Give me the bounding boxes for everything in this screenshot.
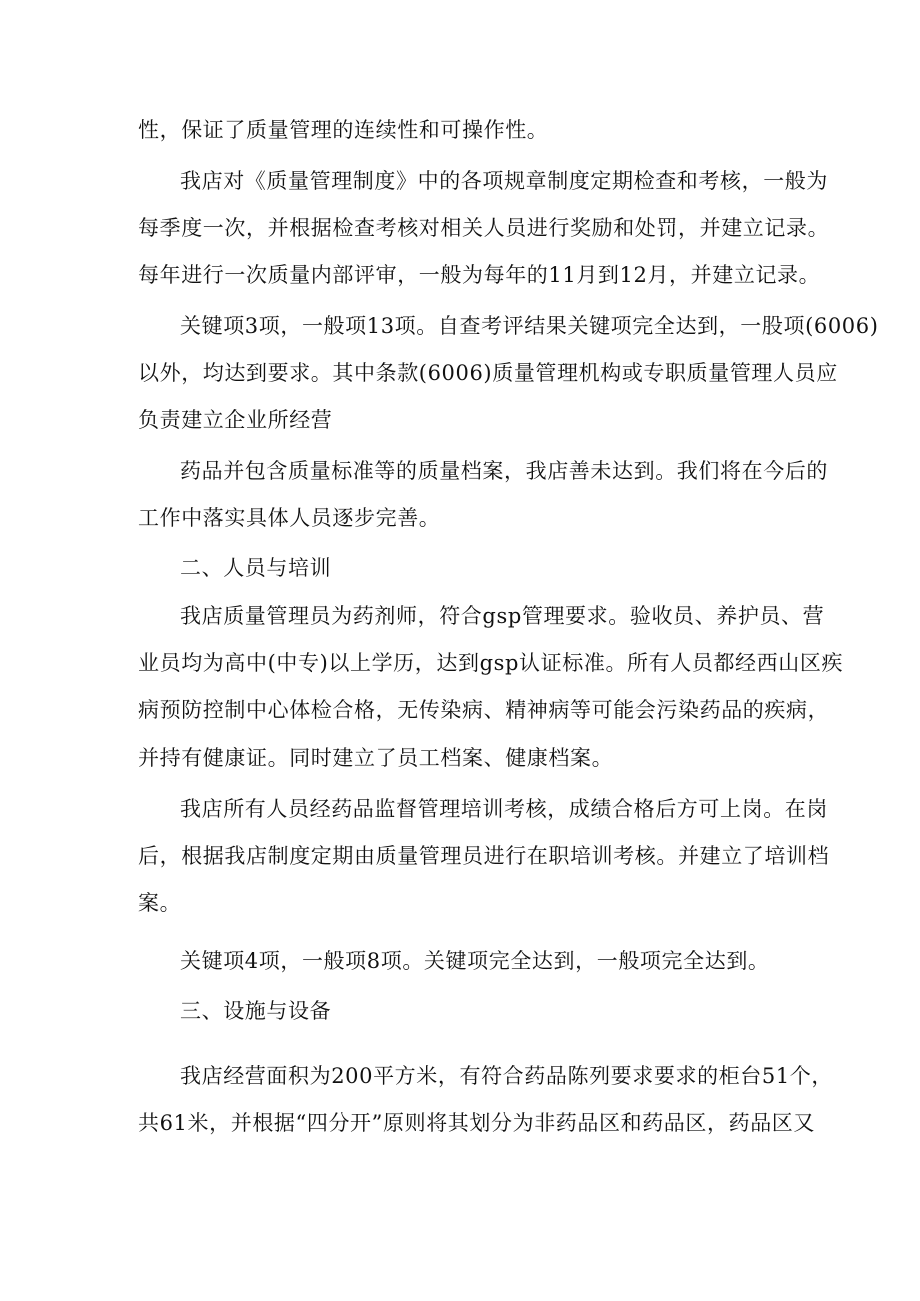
text-line: 业员均为高中(中专)以上学历，达到gsp认证标准。所有人员都经西山区疾 <box>138 651 844 675</box>
text-line: 并持有健康证。同时建立了员工档案、健康档案。 <box>138 746 614 770</box>
text-line: 每年进行一次质量内部评审，一般为每年的11月到12月，并建立记录。 <box>138 263 821 287</box>
text-line: 药品并包含质量标准等的质量档案，我店善未达到。我们将在今后的 <box>180 459 828 483</box>
section-heading: 二、人员与培训 <box>180 556 332 580</box>
text-line: 我店对《质量管理制度》中的各项规章制度定期检查和考核，一般为 <box>180 169 828 193</box>
section-heading: 三、设施与设备 <box>180 999 332 1023</box>
text-line: 性，保证了质量管理的连续性和可操作性。 <box>138 118 549 142</box>
text-line: 每季度一次，并根据检查考核对相关人员进行奖励和处罚，并建立记录。 <box>138 216 830 240</box>
text-line: 后，根据我店制度定期由质量管理员进行在职培训考核。并建立了培训档 <box>138 844 830 868</box>
text-line: 关键项3项，一般项13项。自查考评结果关键项完全达到，一股项(6006) <box>180 314 879 338</box>
text-line: 我店质量管理员为药剂师，符合gsp管理要求。验收员、养护员、营 <box>180 604 825 628</box>
text-line: 以外，均达到要求。其中条款(6006)质量管理机构或专职质量管理人员应 <box>138 361 838 385</box>
text-line: 我店经营面积为200平方米，有符合药品陈列要求要求的柜台51个， <box>180 1064 834 1088</box>
text-line: 病预防控制中心体检合格，无传染病、精神病等可能会污染药品的疾病， <box>138 698 830 722</box>
text-line: 案。 <box>138 891 182 915</box>
text-line: 共61米，并根据“四分开”原则将其划分为非药品区和药品区，药品区又 <box>138 1111 815 1135</box>
text-line: 负责建立企业所经营 <box>138 408 333 432</box>
text-line: 工作中落实具体人员逐步完善。 <box>138 506 441 530</box>
text-line: 关键项4项，一般项8项。关键项完全达到，一般项完全达到。 <box>180 949 770 973</box>
text-line: 我店所有人员经药品监督管理培训考核，成绩合格后方可上岗。在岗 <box>180 797 828 821</box>
